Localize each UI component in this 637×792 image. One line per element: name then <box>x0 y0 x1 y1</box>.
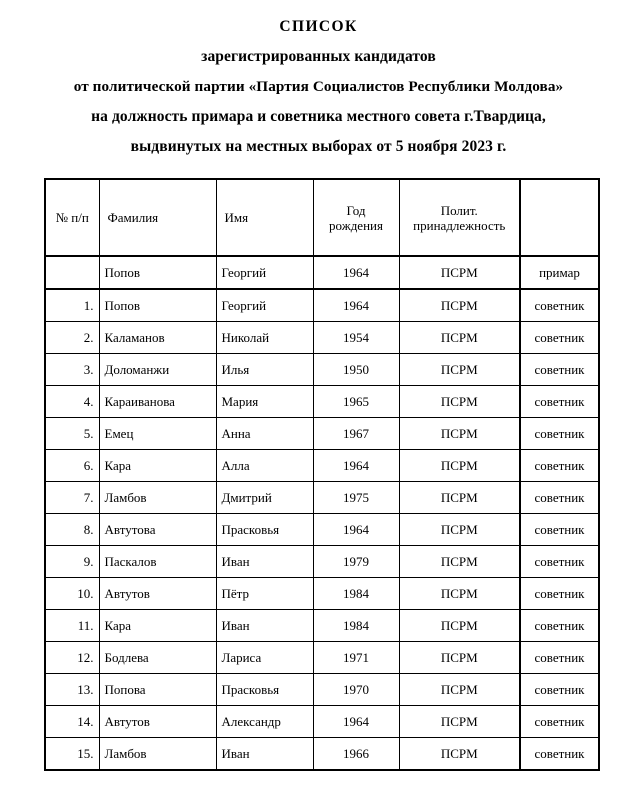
table-row <box>45 450 599 482</box>
table-row <box>45 482 599 514</box>
cell-affiliation: ПСРМ <box>399 514 520 546</box>
cell-role: советник <box>520 450 599 482</box>
cell-name: Александр <box>216 706 313 738</box>
cell-surname: Ламбов <box>99 482 216 514</box>
cell-surname: Емец <box>99 418 216 450</box>
cell-role: советник <box>520 418 599 450</box>
cell-birth-year: 1979 <box>313 546 399 578</box>
table-row <box>45 546 599 578</box>
cell-birth-year: 1975 <box>313 482 399 514</box>
cell-affiliation: ПСРМ <box>399 450 520 482</box>
cell-affiliation: ПСРМ <box>399 418 520 450</box>
cell-role: советник <box>520 386 599 418</box>
title-line-3: от политической партии «Партия Социалистов Республики Молдова» <box>73 78 564 95</box>
column-header-affiliation <box>399 179 520 256</box>
table-row <box>45 514 599 546</box>
cell-name: Дмитрий <box>216 482 313 514</box>
table-row <box>45 706 599 738</box>
cell-number: 2. <box>45 322 99 354</box>
cell-surname: Кара <box>99 450 216 482</box>
cell-name: Пётр <box>216 578 313 610</box>
cell-affiliation: ПСРМ <box>399 578 520 610</box>
cell-name: Иван <box>216 546 313 578</box>
cell-affiliation: ПСРМ <box>399 322 520 354</box>
cell-role: советник <box>520 546 599 578</box>
cell-number <box>45 256 99 289</box>
cell-affiliation: ПСРМ <box>399 674 520 706</box>
cell-name: Анна <box>216 418 313 450</box>
cell-name: Иван <box>216 738 313 771</box>
table-row <box>45 642 599 674</box>
cell-role: советник <box>520 674 599 706</box>
cell-number: 7. <box>45 482 99 514</box>
cell-affiliation: ПСРМ <box>399 289 520 322</box>
cell-number: 6. <box>45 450 99 482</box>
cell-surname: Доломанжи <box>99 354 216 386</box>
cell-birth-year: 1967 <box>313 418 399 450</box>
table-row <box>45 578 599 610</box>
cell-surname: Автутова <box>99 514 216 546</box>
cell-role: советник <box>520 578 599 610</box>
cell-birth-year: 1964 <box>313 514 399 546</box>
title-line-1: СПИСОК <box>279 18 358 35</box>
column-header-number: № п/п <box>45 179 99 256</box>
cell-name: Иван <box>216 610 313 642</box>
cell-number: 15. <box>45 738 99 771</box>
table-body <box>45 256 599 770</box>
cell-number: 3. <box>45 354 99 386</box>
table-row <box>45 322 599 354</box>
cell-role: советник <box>520 514 599 546</box>
table-row <box>45 674 599 706</box>
table-header <box>45 179 599 256</box>
cell-number: 5. <box>45 418 99 450</box>
cell-birth-year: 1950 <box>313 354 399 386</box>
cell-surname: Бодлева <box>99 642 216 674</box>
table-row <box>45 354 599 386</box>
cell-surname: Попов <box>99 289 216 322</box>
cell-number: 10. <box>45 578 99 610</box>
title-line-2: зарегистрированных кандидатов <box>201 48 436 65</box>
cell-number: 8. <box>45 514 99 546</box>
cell-affiliation: ПСРМ <box>399 546 520 578</box>
cell-name: Николай <box>216 322 313 354</box>
cell-affiliation: ПСРМ <box>399 354 520 386</box>
cell-role: советник <box>520 706 599 738</box>
cell-affiliation: ПСРМ <box>399 738 520 771</box>
cell-birth-year: 1954 <box>313 322 399 354</box>
cell-affiliation: ПСРМ <box>399 386 520 418</box>
cell-surname: Каламанов <box>99 322 216 354</box>
cell-birth-year: 1964 <box>313 706 399 738</box>
cell-affiliation: ПСРМ <box>399 482 520 514</box>
column-header-role <box>520 179 599 256</box>
cell-role: советник <box>520 610 599 642</box>
cell-name: Мария <box>216 386 313 418</box>
cell-role: советник <box>520 322 599 354</box>
table-row <box>45 418 599 450</box>
cell-surname: Кара <box>99 610 216 642</box>
cell-birth-year: 1964 <box>313 450 399 482</box>
title-line-5: выдвинутых на местных выборах от 5 ноября 2023 г. <box>130 138 507 155</box>
cell-surname: Паскалов <box>99 546 216 578</box>
column-header-birth-year-line1: Год <box>346 202 366 218</box>
cell-number: 4. <box>45 386 99 418</box>
cell-surname: Автутов <box>99 578 216 610</box>
column-header-affiliation-line1: Полит. <box>440 202 478 218</box>
cell-number: 11. <box>45 610 99 642</box>
document-title-block <box>0 0 637 162</box>
cell-birth-year: 1964 <box>313 256 399 289</box>
column-header-affiliation-line2: принадлежность <box>413 217 506 233</box>
cell-birth-year: 1965 <box>313 386 399 418</box>
cell-surname: Автутов <box>99 706 216 738</box>
table-row <box>45 386 599 418</box>
candidates-table <box>44 178 600 771</box>
cell-affiliation: ПСРМ <box>399 642 520 674</box>
column-header-name: Имя <box>216 179 313 256</box>
cell-number: 9. <box>45 546 99 578</box>
cell-affiliation: ПСРМ <box>399 706 520 738</box>
table-row <box>45 610 599 642</box>
cell-affiliation: ПСРМ <box>399 610 520 642</box>
cell-number: 13. <box>45 674 99 706</box>
cell-role: советник <box>520 354 599 386</box>
cell-number: 14. <box>45 706 99 738</box>
table-row <box>45 289 599 322</box>
title-line-4: на должность примара и советника местного совета г.Твардица, <box>91 108 546 125</box>
cell-name: Лариса <box>216 642 313 674</box>
cell-birth-year: 1971 <box>313 642 399 674</box>
candidates-table-wrapper <box>44 178 598 771</box>
cell-name: Прасковья <box>216 674 313 706</box>
table-row <box>45 738 599 771</box>
cell-affiliation: ПСРМ <box>399 256 520 289</box>
table-row <box>45 256 599 289</box>
cell-surname: Попов <box>99 256 216 289</box>
cell-role: примар <box>520 256 599 289</box>
cell-number: 1. <box>45 289 99 322</box>
cell-birth-year: 1984 <box>313 610 399 642</box>
cell-birth-year: 1966 <box>313 738 399 771</box>
cell-role: советник <box>520 738 599 771</box>
cell-name: Прасковья <box>216 514 313 546</box>
cell-birth-year: 1970 <box>313 674 399 706</box>
cell-name: Георгий <box>216 289 313 322</box>
cell-name: Алла <box>216 450 313 482</box>
cell-birth-year: 1964 <box>313 289 399 322</box>
cell-surname: Ламбов <box>99 738 216 771</box>
cell-role: советник <box>520 289 599 322</box>
column-header-birth-year-line2: рождения <box>329 217 383 233</box>
column-header-surname: Фамилия <box>99 179 216 256</box>
table-header-row <box>45 179 599 256</box>
cell-surname: Попова <box>99 674 216 706</box>
cell-birth-year: 1984 <box>313 578 399 610</box>
cell-name: Георгий <box>216 256 313 289</box>
cell-role: советник <box>520 482 599 514</box>
column-header-birth-year <box>313 179 399 256</box>
cell-surname: Караиванова <box>99 386 216 418</box>
cell-name: Илья <box>216 354 313 386</box>
cell-role: советник <box>520 642 599 674</box>
cell-number: 12. <box>45 642 99 674</box>
